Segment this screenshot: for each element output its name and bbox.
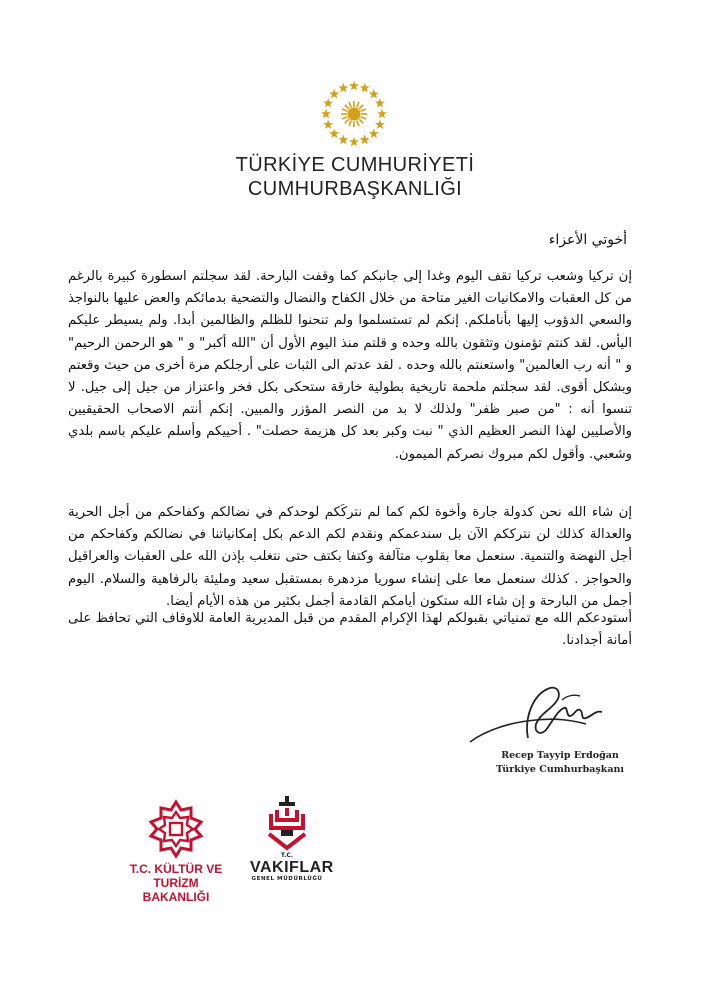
- sun-ray: [360, 109, 366, 111]
- emblem-star: [360, 135, 370, 144]
- emblem-star: [321, 109, 331, 118]
- letter-paragraph-2: إن شاء الله نحن كدولة جارة وأخوة لكم كما لم نتركَكم لوحدكم في نضالكم وكفاحكم من أجل الحرية والعدالة كذلك لن نترككم الآن بل سندعمكم ونقدم لكم الدعم بكل إمكانياتنا في نضالكم وكفاحكم من أجل النهضة والتنمية. سنعمل معا بقلوب متآلفة وكتفا بكتف حتى نتغلب بإذن الله على العقبات والعراقيل والحواجز . كذلك سنعمل معا على إنشاء سوريا مزدهرة بمستقبل سعيد ومليئة بالرفاهية والسلام. اليوم أجمل من البارحة و إن شاء الله ستكون أيامكم القادمة أجمل بكثير من هذه الأيام أيضا.: [68, 505, 632, 609]
- emblem-star: [329, 89, 339, 98]
- sun-ray: [349, 102, 351, 108]
- sun-ray: [345, 105, 349, 109]
- sun-ray: [360, 117, 366, 119]
- vakiflar-logo: [250, 796, 334, 883]
- letter-salutation: أخوتي الأعزاء: [548, 232, 627, 248]
- emblem-star: [329, 129, 339, 138]
- institution-name: [220, 153, 490, 201]
- letter-paragraph-3: أستودعكم الله مع تمنياتي بقبولكم لهذا الإكرام المقدم من قبل المديرية العامة للاوقاف التي تحافظ على أمانة أجدادنا.: [68, 611, 632, 649]
- sun-ray: [357, 102, 359, 108]
- vakiflar-name: VAKIFLAR: [250, 859, 334, 876]
- emblem-star: [369, 89, 379, 98]
- emblem-star: [369, 129, 379, 138]
- sun-ray: [359, 105, 363, 109]
- signatory: [480, 749, 640, 777]
- institution-line-1: TÜRKİYE CUMHURİYETİ: [235, 154, 475, 176]
- vakiflar-subtitle: GENEL MÜDÜRLÜĞÜ: [251, 876, 323, 882]
- presidential-emblem-icon: [318, 78, 390, 150]
- emblem-star: [323, 120, 333, 129]
- emblem-star: [375, 98, 385, 107]
- sun-ray: [342, 117, 348, 119]
- emblem-star: [377, 109, 387, 118]
- emblem-star: [360, 83, 370, 92]
- ministry-emblem-icon: [145, 798, 207, 860]
- sun-ray: [349, 120, 351, 126]
- ministry-line-2: BAKANLIĞI: [142, 890, 210, 904]
- ministry-line-1: T.C. KÜLTÜR VE TURİZM: [129, 862, 223, 890]
- institution-line-2: CUMHURBAŞKANLIĞI: [247, 178, 463, 200]
- ministry-logo: [108, 798, 244, 904]
- sun-ray: [342, 109, 348, 111]
- emblem-star: [349, 81, 359, 90]
- handwritten-signature-icon: [466, 680, 616, 746]
- emblem-star: [338, 83, 348, 92]
- vakiflar-tc: T.C.: [280, 852, 294, 859]
- ministry-name: [108, 862, 244, 904]
- signatory-title: Türkiye Cumhurbaşkanı: [495, 764, 625, 775]
- signatory-name: Recep Tayyip Erdoğan: [501, 750, 619, 761]
- sun-center: [348, 108, 361, 121]
- emblem-star: [338, 135, 348, 144]
- sun-ray: [357, 120, 359, 126]
- sun-ray: [359, 119, 363, 123]
- emblem-star: [323, 98, 333, 107]
- emblem-star: [375, 120, 385, 129]
- emblem-star: [349, 137, 359, 146]
- sun-ray: [345, 119, 349, 123]
- vakiflar-emblem-icon: [267, 796, 307, 852]
- letter-paragraph-1: إن تركيا وشعب تركيا تقف اليوم وغدا إلى جانبكم كما وقفت البارحة. لقد سجلتم اسطورة كبيرة بالرغم من كل العقبات والامكانيات الغير متاحة من خلال الكفاح والنضال والتضحية بدمائكم والعض عليها بالنواجذ والسعي الدؤوب إليها بأناملكم. إنكم لم تستسلموا ولم تنحنوا للظلم والظالمين أبدا. ولم يسيطر عليكم اليأس. لقد كنتم تؤمنون وتثقون بالله وحده و قلتم منذ اليوم الأول أن "الله أكبر" و " هو الرحمن الرحيم" و " أنه رب العالمين" واستعنتم بالله وحده . لقد عدتم الى الثبات على أرجلكم مرة أخرى من حيث وقعتم وبشكل أقوى. لقد سجلتم ملحمة تاريخية بطولية خارقة ستحكى بكل فخر واعتزاز من جيل إلى جيل. لا تنسوا أنه : "من صبر ظفر" ولذلك لا بد من النصر المؤزر والمبين. إنكم أنتم الاصحاب الحقيقيين والأصليين لهذا النصر العظيم الذي " نبت وكبر بعد كل هزيمة حصلت" . أحييكم وأسلم عليكم باسم بلدي وشعبي. وأقول لكم مبروك نصركم الميمون.: [68, 269, 632, 462]
